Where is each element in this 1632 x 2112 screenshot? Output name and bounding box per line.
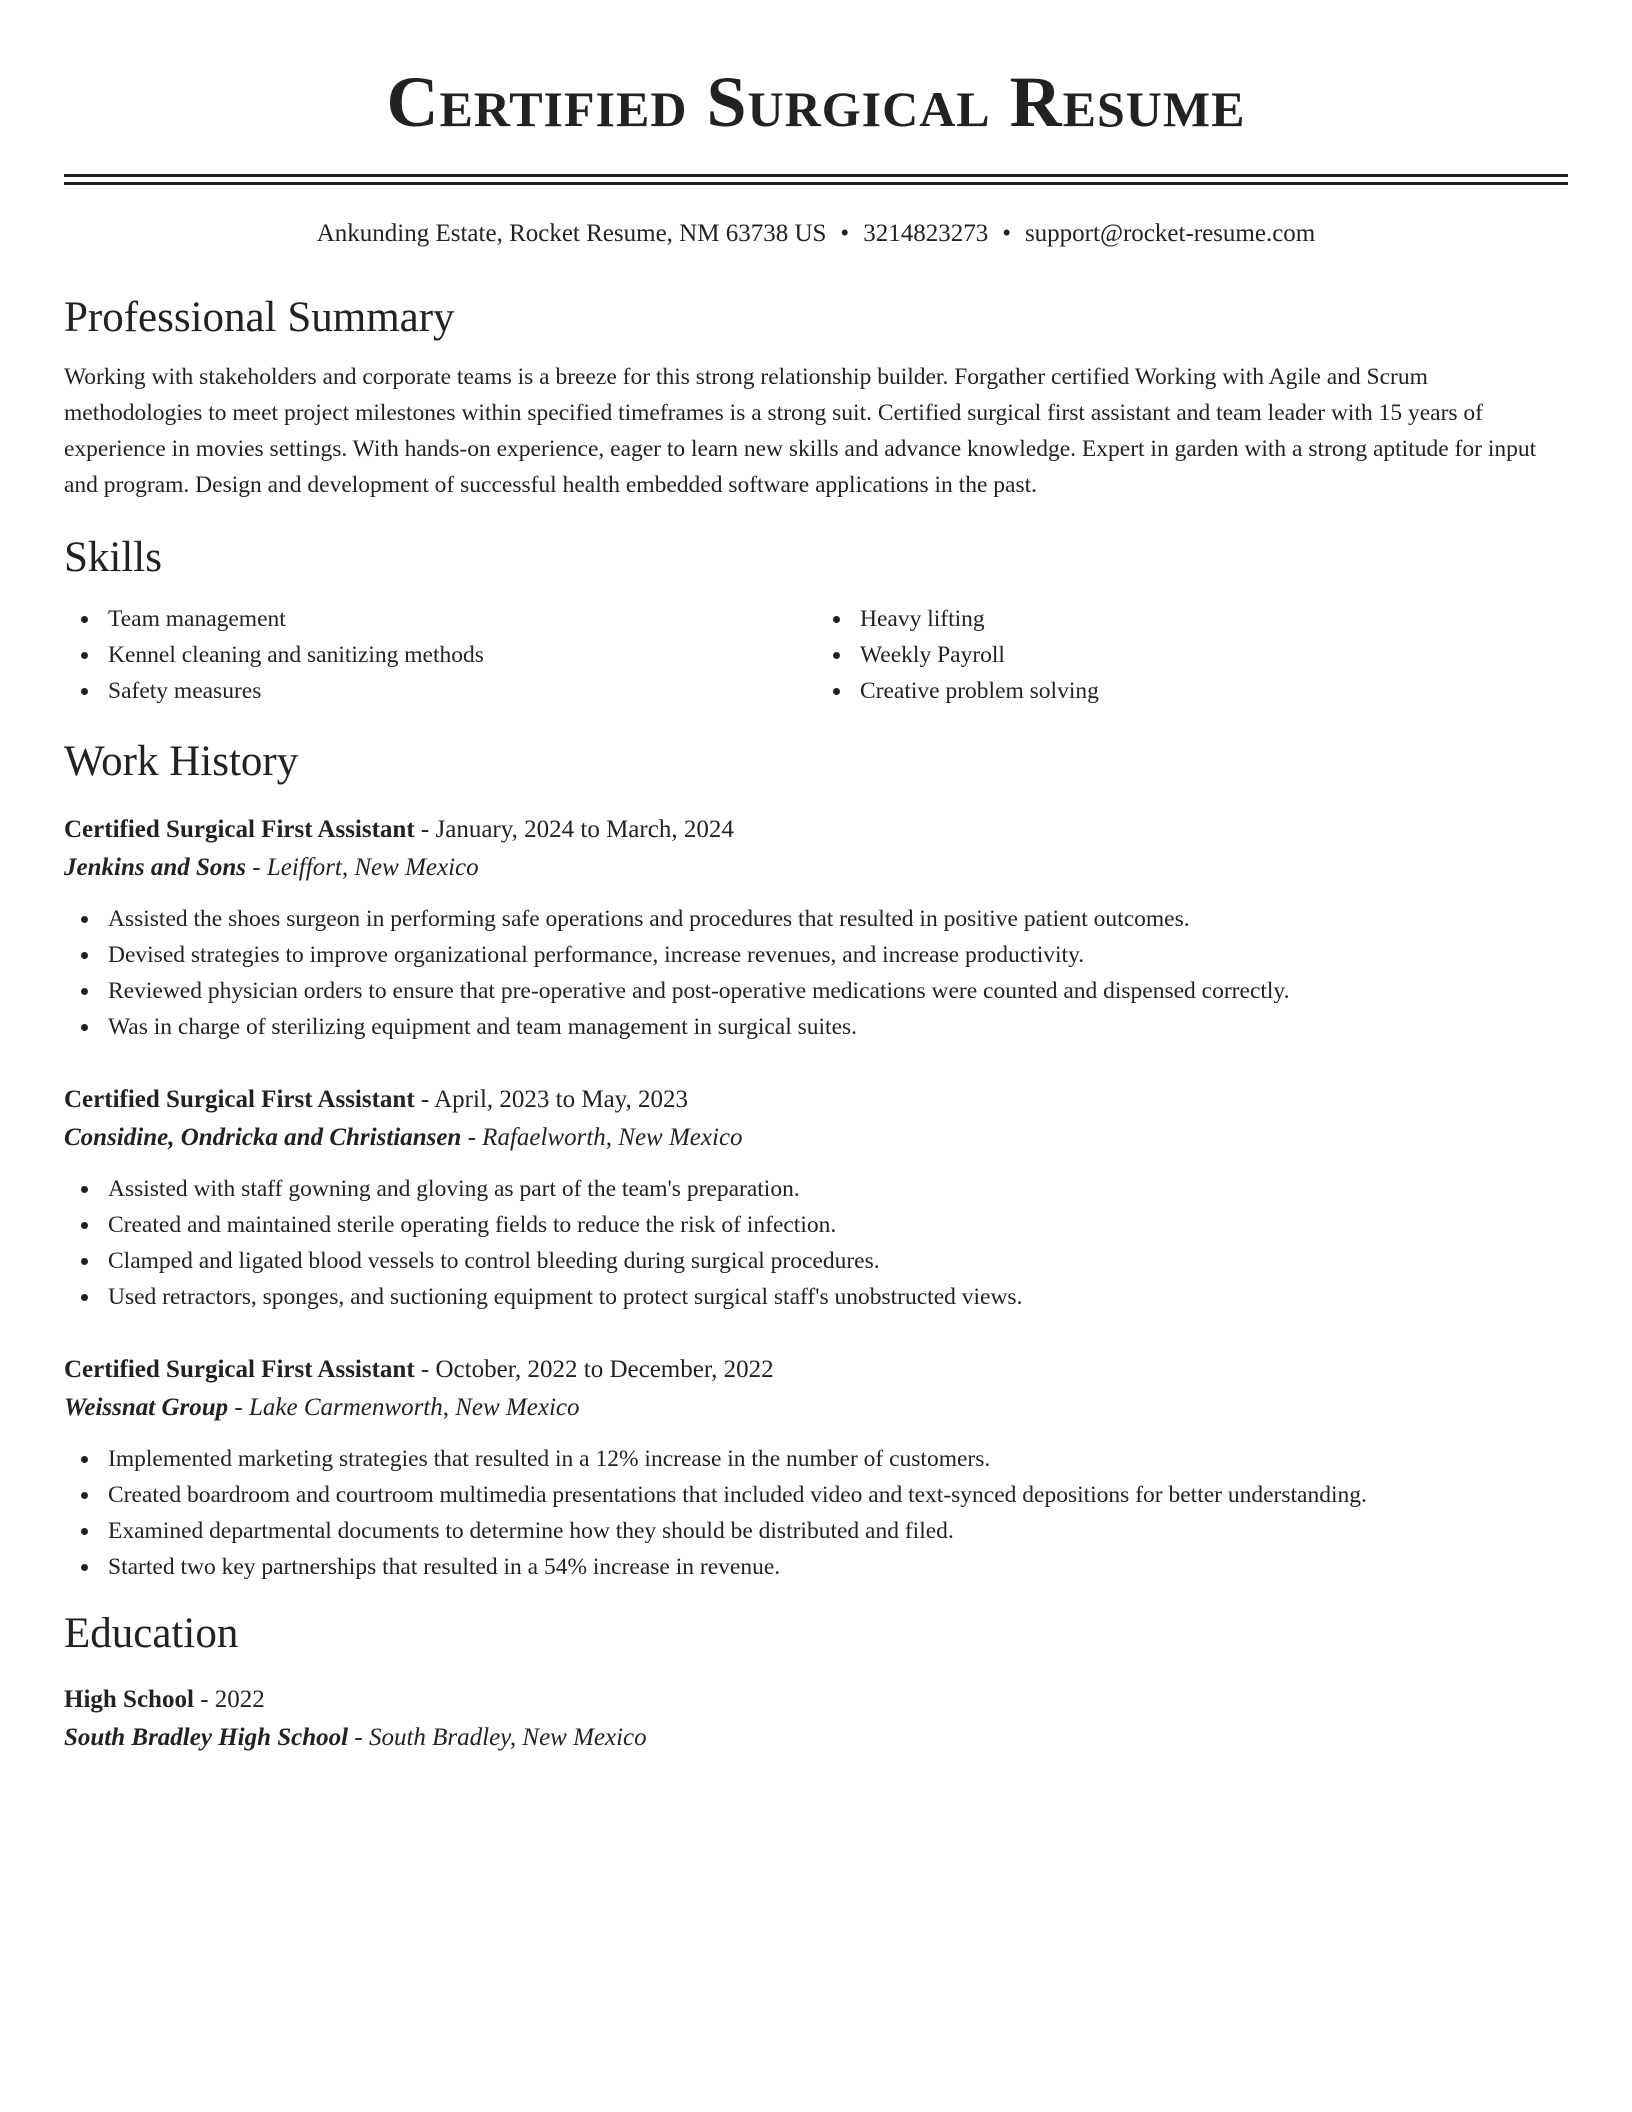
job-duties: [64, 1441, 1568, 1585]
job-duty-item: Implemented marketing strategies that resulted in a 12% increase in the number of customers.: [64, 1441, 1568, 1477]
skills-column-right: [816, 601, 1568, 709]
job-title-line: [64, 1081, 1568, 1119]
job-dates: January, 2024 to March, 2024: [435, 816, 734, 843]
summary-text: Working with stakeholders and corporate teams is a breeze for this strong relationship builder. Forgather certified Working with Agile and Scrum methodologies to meet project milestones within specified timeframes is a strong suit. Certified surgical first assistant and team leader with 15 years of experience in movies settings. With hands-on experience, eager to learn new skills and advance knowledge. Expert in garden with a strong aptitude for input and program. Design and development of successful health embedded software applications in the past.: [64, 364, 1537, 498]
job-dash: -: [461, 1124, 483, 1151]
job-entry: [64, 811, 1568, 1045]
contact-separator: •: [840, 220, 850, 247]
skill-item: Kennel cleaning and sanitizing methods: [64, 637, 816, 673]
work-history-heading: Work History: [64, 738, 299, 785]
skills-heading: Skills: [64, 534, 162, 581]
education-school: South Bradley High School: [64, 1724, 349, 1751]
job-duties: [64, 1171, 1568, 1315]
skill-item: Weekly Payroll: [816, 637, 1568, 673]
job-company: Considine, Ondricka and Christiansen: [64, 1124, 462, 1151]
job-company-line: [64, 1389, 1568, 1427]
contact-address: Ankunding Estate, Rocket Resume, NM 63738 US: [316, 220, 827, 247]
job-location: Rafaelworth, New Mexico: [482, 1124, 743, 1151]
skill-item: Team management: [64, 601, 816, 637]
job-duty-item: Examined departmental documents to determine how they should be distributed and filed.: [64, 1513, 1568, 1549]
job-duty-item: Clamped and ligated blood vessels to control bleeding during surgical procedures.: [64, 1243, 1568, 1279]
education-entry: [64, 1681, 1568, 1757]
job-duty-item: Devised strategies to improve organizational performance, increase revenues, and increase productivity.: [64, 937, 1568, 973]
job-duty-item: Assisted the shoes surgeon in performing safe operations and procedures that resulted in positive patient outcomes.: [64, 901, 1568, 937]
education-location: South Bradley, New Mexico: [368, 1724, 647, 1751]
skills-grid: [64, 601, 1568, 709]
contact-line: [64, 217, 1568, 251]
job-duty-item: Reviewed physician orders to ensure that pre-operative and post-operative medications were counted and dispensed correctly.: [64, 973, 1568, 1009]
education-dash: -: [193, 1686, 215, 1713]
job-dash: -: [228, 1394, 249, 1421]
job-location: Lake Carmenworth, New Mexico: [249, 1394, 580, 1421]
education-heading: Education: [64, 1610, 239, 1657]
education-school-line: [64, 1719, 1568, 1757]
education-degree: High School: [64, 1686, 194, 1713]
job-company-line: [64, 849, 1568, 887]
title-double-rule: [64, 174, 1568, 185]
summary-heading: Professional Summary: [64, 294, 455, 341]
skill-item: Safety measures: [64, 673, 816, 709]
education-degree-line: [64, 1681, 1568, 1719]
job-title-line: [64, 1351, 1568, 1389]
job-dash: -: [414, 1086, 435, 1113]
job-company-line: [64, 1119, 1568, 1157]
job-dates: April, 2023 to May, 2023: [434, 1086, 689, 1113]
job-entry: [64, 1351, 1568, 1585]
job-company: Weissnat Group: [64, 1394, 229, 1421]
skill-item: Creative problem solving: [816, 673, 1568, 709]
education-dash: -: [348, 1724, 369, 1751]
job-role: Certified Surgical First Assistant: [64, 1356, 415, 1383]
contact-phone: 3214823273: [863, 220, 989, 247]
contact-email: support@rocket-resume.com: [1024, 220, 1316, 247]
skill-item: Heavy lifting: [816, 601, 1568, 637]
job-dates: October, 2022 to December, 2022: [435, 1356, 774, 1383]
job-duty-item: Created and maintained sterile operating fields to reduce the risk of infection.: [64, 1207, 1568, 1243]
job-role: Certified Surgical First Assistant: [64, 816, 415, 843]
education-year: 2022: [214, 1686, 265, 1713]
job-duties: [64, 901, 1568, 1045]
job-role: Certified Surgical First Assistant: [64, 1086, 415, 1113]
contact-separator: •: [1002, 220, 1011, 247]
skills-column-left: [64, 601, 816, 709]
job-dash: -: [246, 854, 267, 881]
job-duty-item: Started two key partnerships that resulted in a 54% increase in revenue.: [64, 1549, 1568, 1585]
job-dash: -: [414, 816, 436, 843]
resume-title: Certified Surgical Resume: [386, 62, 1246, 142]
job-dash: -: [414, 1356, 436, 1383]
job-entry: [64, 1081, 1568, 1315]
job-company: Jenkins and Sons: [64, 854, 247, 881]
job-duty-item: Used retractors, sponges, and suctioning equipment to protect surgical staff's unobstructed views.: [64, 1279, 1568, 1315]
job-title-line: [64, 811, 1568, 849]
job-location: Leiffort, New Mexico: [266, 854, 479, 881]
job-duty-item: Assisted with staff gowning and gloving as part of the team's preparation.: [64, 1171, 1568, 1207]
job-duty-item: Created boardroom and courtroom multimedia presentations that included video and text-synced depositions for better understanding.: [64, 1477, 1568, 1513]
job-duty-item: Was in charge of sterilizing equipment and team management in surgical suites.: [64, 1009, 1568, 1045]
